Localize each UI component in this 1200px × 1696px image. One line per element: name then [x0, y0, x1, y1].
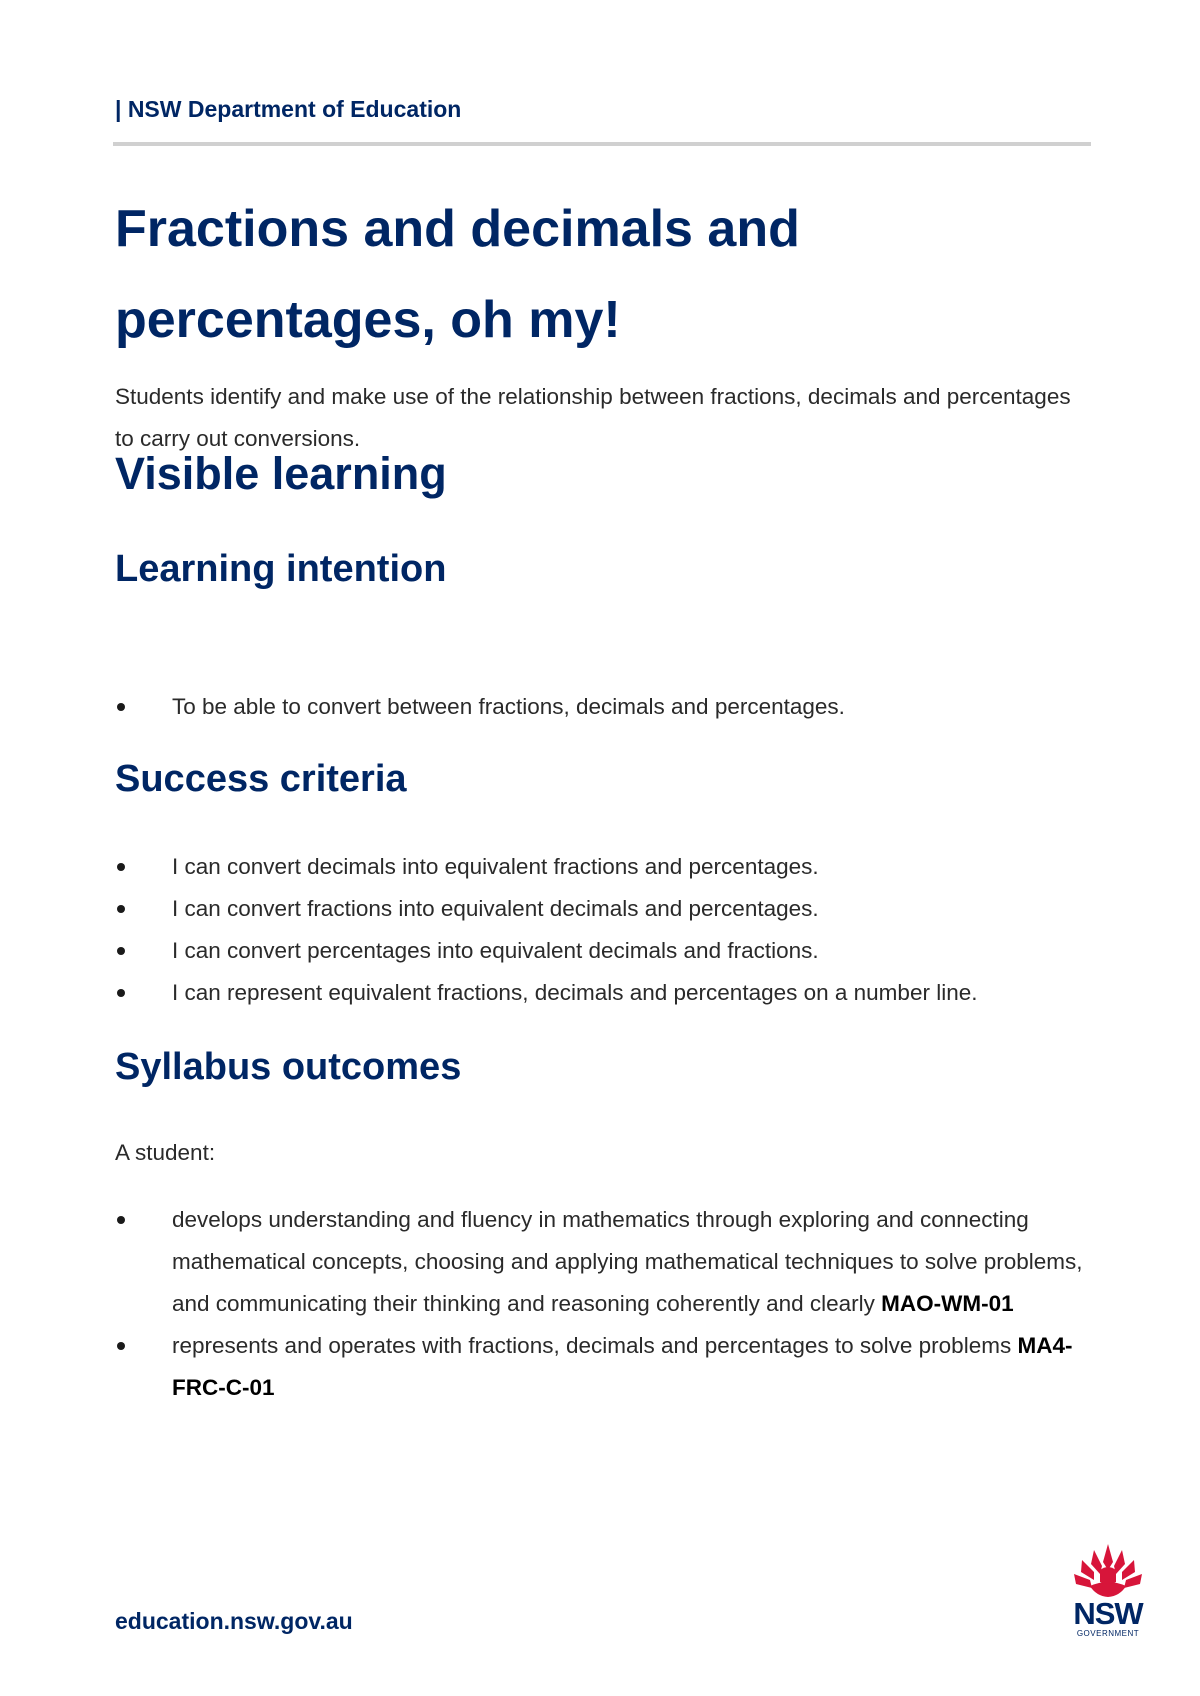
- heading-success-criteria: Success criteria: [115, 758, 407, 800]
- heading-syllabus-outcomes: Syllabus outcomes: [115, 1046, 462, 1088]
- outcome-code: MA4-FRC-C-01: [172, 1333, 1073, 1400]
- bullet-icon: [117, 1342, 125, 1350]
- list-item: I can convert fractions into equivalent decimals and percentages.: [115, 888, 1095, 930]
- outcome-code: MAO-WM-01: [881, 1291, 1014, 1316]
- bullet-icon: [117, 863, 125, 871]
- nsw-government-logo: [1060, 1540, 1156, 1640]
- syllabus-lead: A student:: [115, 1140, 216, 1165]
- waratah-icon: [1060, 1540, 1156, 1600]
- list-item: I can convert decimals into equivalent fractions and percentages.: [115, 846, 1095, 888]
- list-item: develops understanding and fluency in mathematics through exploring and connecting mathematical concepts, choosing and applying mathematical techniques to solve problems, and communicating their thinking and reasoning coherently and clearly MAO-WM-01: [115, 1199, 1095, 1325]
- bullet-icon: [117, 1216, 125, 1224]
- page-title: Fractions and decimals and percentages, oh my!: [115, 200, 800, 349]
- list-item: represents and operates with fractions, decimals and percentages to solve problems MA4-FRC-C-01: [115, 1325, 1095, 1409]
- list-item: I can convert percentages into equivalent decimals and fractions.: [115, 930, 1095, 972]
- learning-intention-list: [115, 686, 1095, 728]
- footer-url: education.nsw.gov.au: [115, 1608, 353, 1634]
- heading-visible-learning: Visible learning: [115, 448, 447, 499]
- logo-text: NSW: [1073, 1596, 1143, 1631]
- bullet-icon: [117, 703, 125, 711]
- header-divider: [113, 142, 1091, 146]
- list-item: I can represent equivalent fractions, decimals and percentages on a number line.: [115, 972, 1095, 1014]
- success-criteria-list: [115, 846, 1095, 1014]
- header-department: | NSW Department of Education: [115, 96, 462, 122]
- intro-paragraph: Students identify and make use of the relationship between fractions, decimals and percentages to carry out conversions.: [115, 384, 1071, 451]
- logo-subtext: GOVERNMENT: [1076, 1629, 1140, 1638]
- bullet-icon: [117, 947, 125, 955]
- syllabus-outcomes-list: [115, 1199, 1095, 1409]
- bullet-icon: [117, 989, 125, 997]
- heading-learning-intention: Learning intention: [115, 548, 447, 590]
- list-item: To be able to convert between fractions, decimals and percentages.: [115, 686, 1095, 728]
- bullet-icon: [117, 905, 125, 913]
